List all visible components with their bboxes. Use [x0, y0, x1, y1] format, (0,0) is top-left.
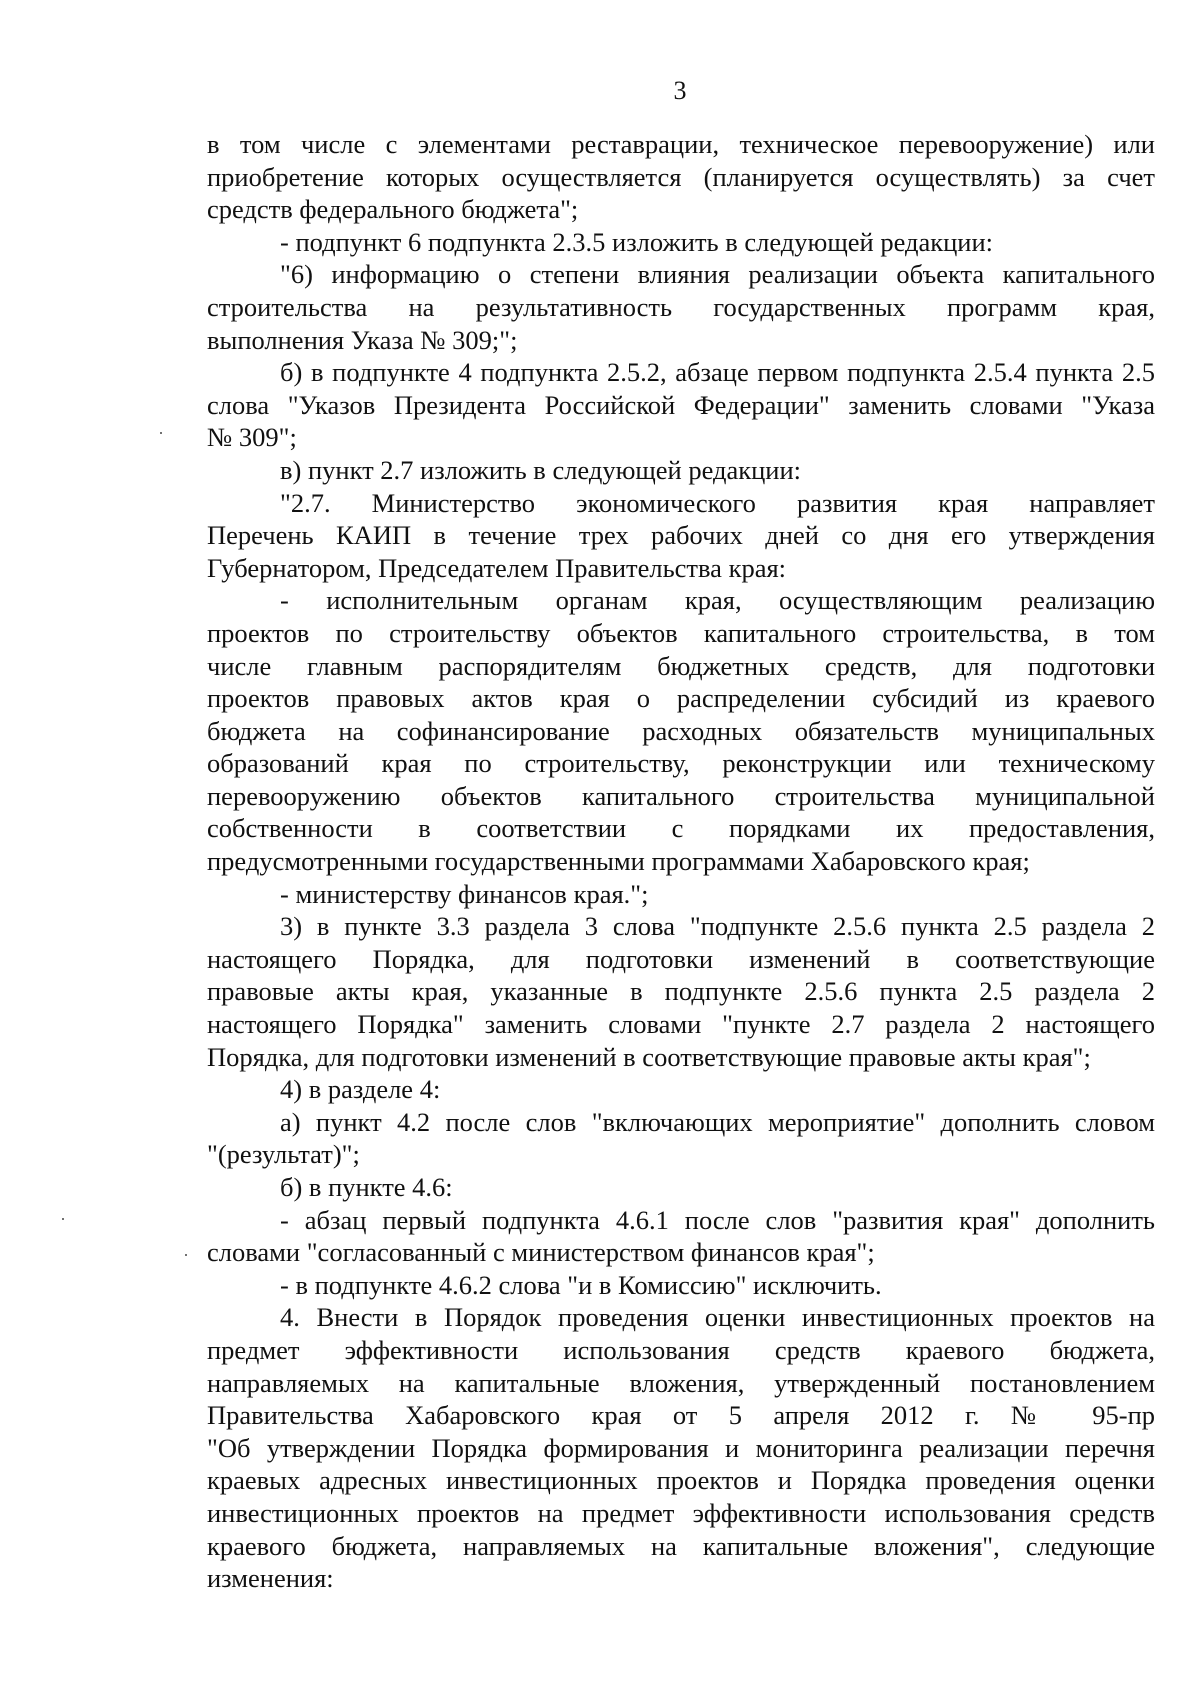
text-line: в) пункт 2.7 изложить в следующей редакции: — [280, 454, 802, 485]
text-line: образований края по строительству, реконструкции или техническому — [207, 748, 1155, 779]
text-line: слова "Указов Президента Российской Федерации" заменить словами "Указа — [207, 389, 1155, 420]
text-line: краевых адресных инвестиционных проектов и Порядка проведения оценки — [207, 1465, 1155, 1496]
text-line: строительства на результативность государственных программ края, — [207, 291, 1155, 322]
text-line: настоящего Порядка" заменить словами "пункте 2.7 раздела 2 настоящего — [207, 1009, 1155, 1040]
text-line: б) в пункте 4.6: — [280, 1172, 453, 1202]
text-line: "6) информацию о степени влияния реализации объекта капитального — [280, 259, 1155, 290]
text-line: 4. Внести в Порядок проведения оценки инвестиционных проектов на — [280, 1302, 1155, 1333]
text-line: приобретение которых осуществляется (планируется осуществлять) за счет — [207, 161, 1155, 192]
text-line: а) пункт 4.2 после слов "включающих мероприятие" дополнить словом — [280, 1106, 1155, 1137]
scan-speck — [160, 432, 162, 434]
text-line: проектов правовых актов края о распределении субсидий из краевого — [207, 683, 1155, 714]
text-line: предусмотренными государственными программами Хабаровского края; — [207, 846, 1030, 877]
text-line: 3) в пункте 3.3 раздела 3 слова "подпункте 2.5.6 пункта 2.5 раздела 2 — [280, 911, 1155, 942]
text-line: настоящего Порядка, для подготовки изменений в соответствующие — [207, 943, 1155, 974]
text-line: направляемых на капитальные вложения, утвержденный постановлением — [207, 1367, 1155, 1398]
text-line: "(результат)"; — [207, 1139, 360, 1170]
text-line: Губернатором, Председателем Правительства края: — [207, 552, 787, 583]
document-body — [207, 128, 1155, 1595]
text-line: выполнения Указа № 309;"; — [207, 324, 518, 355]
text-line: Перечень КАИП в течение трех рабочих дней со дня его утверждения — [207, 520, 1155, 551]
text-line: - подпункт 6 подпункта 2.3.5 изложить в следующей редакции: — [280, 226, 994, 257]
text-line: проектов по строительству объектов капитального строительства, в том — [207, 617, 1155, 648]
text-line: в том числе с элементами реставрации, техническое перевооружение) или — [207, 129, 1155, 159]
text-line: изменения: — [207, 1563, 334, 1594]
text-line: перевооружению объектов капитального строительства муниципальной — [207, 780, 1155, 811]
text-line: - в подпункте 4.6.2 слова "и в Комиссию" исключить. — [280, 1269, 882, 1300]
page-number: 3 — [673, 76, 687, 105]
text-line: "Об утверждении Порядка формирования и мониторинга реализации перечня — [207, 1432, 1155, 1463]
text-line: правовые акты края, указанные в подпункте 2.5.6 пункта 2.5 раздела 2 — [207, 976, 1155, 1007]
text-line: инвестиционных проектов на предмет эффективности использования средств — [207, 1497, 1155, 1528]
text-line: краевого бюджета, направляемых на капитальные вложения", следующие — [207, 1530, 1155, 1561]
scan-speck — [185, 1254, 187, 1256]
text-line: бюджета на софинансирование расходных обязательств муниципальных — [207, 715, 1155, 746]
text-line: словами "согласованный с министерством финансов края"; — [207, 1237, 875, 1268]
text-line: числе главным распорядителям бюджетных средств, для подготовки — [207, 650, 1155, 681]
text-line: собственности в соответствии с порядками их предоставления, — [207, 813, 1155, 844]
text-line: - исполнительным органам края, осуществляющим реализацию — [280, 585, 1155, 616]
text-line: Правительства Хабаровского края от 5 апреля 2012 г. № 95-пр — [207, 1400, 1155, 1431]
scan-speck — [62, 1218, 64, 1220]
text-line: предмет эффективности использования средств краевого бюджета, — [207, 1334, 1155, 1365]
text-line: № 309"; — [207, 422, 297, 453]
text-line: 4) в разделе 4: — [280, 1074, 441, 1105]
text-line: - министерству финансов края."; — [280, 878, 649, 909]
text-line: "2.7. Министерство экономического развития края направляет — [280, 487, 1155, 518]
text-line: - абзац первый подпункта 4.6.1 после слов "развития края" дополнить — [280, 1204, 1155, 1235]
text-line: Порядка, для подготовки изменений в соответствующие правовые акты края"; — [207, 1041, 1091, 1072]
text-line: средств федерального бюджета"; — [207, 194, 579, 225]
text-line: б) в подпункте 4 подпункта 2.5.2, абзаце первом подпункта 2.5.4 пункта 2.5 — [280, 357, 1155, 388]
